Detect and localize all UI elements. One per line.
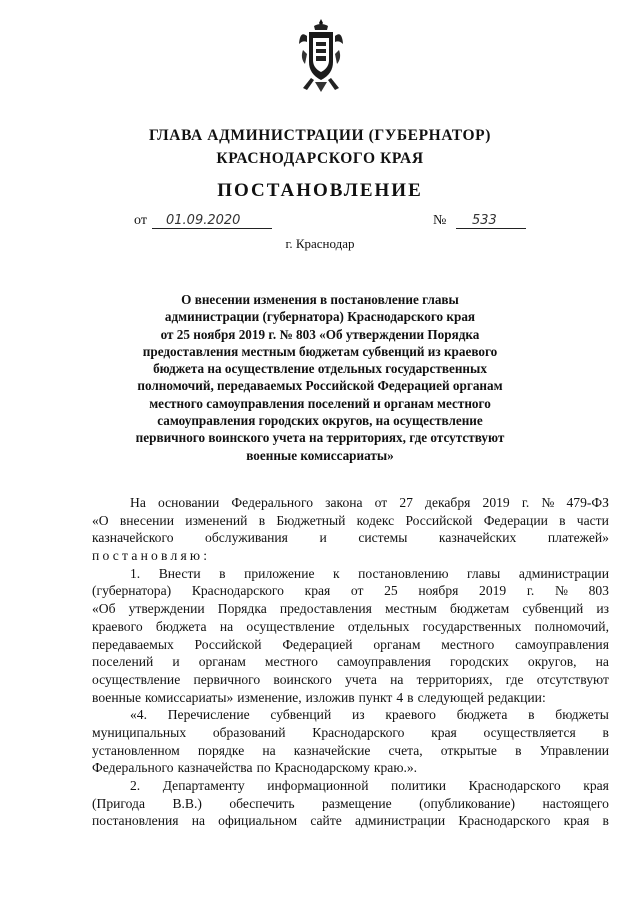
date-field: 01.09.2020	[152, 214, 272, 229]
body-line: краевого бюджета на осуществление отдельных государственных полномочий,	[92, 618, 609, 634]
document-type: ПОСТАНОВЛЕНИЕ	[217, 180, 423, 201]
body-line: 1. Внести в приложение к постановлению главы администрации	[130, 565, 609, 581]
body-line: «Об утверждении Порядка предоставления местным бюджетам субвенций из	[92, 601, 609, 617]
title-line: самоуправления городских округов, на осуществление	[157, 413, 483, 429]
body-line: военные комиссариаты» изменение, изложив пункт 4 в следующей редакции:	[92, 689, 546, 705]
body-line: Федерального казначейства по Краснодарскому краю.».	[92, 760, 418, 776]
body-line: постановления на официальном сайте администрации Краснодарского края в	[92, 813, 609, 829]
body-line: постановляю:	[92, 548, 211, 564]
body-line: «4. Перечисление субвенций из краевого бюджета в бюджеты	[130, 707, 609, 723]
title-line: бюджета на осуществление отдельных государственных	[153, 361, 487, 377]
body-line: передаваемых Российской Федерацией органам местного самоуправления	[92, 636, 609, 652]
body-line: На основании Федерального закона от 27 декабря 2019 г. № 479-ФЗ	[130, 495, 609, 510]
authority-title-line1: ГЛАВА АДМИНИСТРАЦИИ (ГУБЕРНАТОР)	[149, 127, 491, 144]
number-label: №	[433, 213, 447, 228]
title-line: от 25 ноября 2019 г. № 803 «Об утверждении Порядка	[160, 326, 480, 342]
title-line: предоставления местным бюджетам субвенций из краевого	[142, 343, 498, 359]
body-line: (губернатора) Краснодарского края от 25 ноября 2019 г. № 803	[92, 583, 609, 599]
body-line: муниципальных образований Краснодарского края осуществляется в	[92, 724, 609, 740]
body-line: поселений и органам местного самоуправления городских округов, на	[92, 654, 609, 670]
title-line: администрации (губернатора) Краснодарского края	[164, 309, 476, 325]
document-body	[92, 494, 609, 830]
title-line: полномочий, передаваемых Российской Федерацией органам	[137, 378, 503, 394]
body-line: осуществление первичного воинского учета на территориях, где отсутствуют	[92, 671, 609, 687]
body-line: «О внесении изменений в Бюджетный кодекс Российской Федерации в части	[92, 512, 609, 528]
city: г. Краснодар	[285, 236, 355, 251]
krasnodar-coat-of-arms-icon	[297, 16, 345, 94]
document-title	[100, 291, 540, 464]
authority-title-line2: КРАСНОДАРСКОГО КРАЯ	[216, 150, 424, 167]
body-line: казначейского обслуживания и системы казначейских платежей»	[92, 530, 609, 546]
title-line: местного самоуправления поселений и органам местного	[149, 395, 491, 411]
body-line: (Пригода В.В.) обеспечить размещение (опубликование) настоящего	[92, 795, 609, 811]
title-line: первичного воинского учета на территориях, где отсутствуют	[135, 430, 505, 446]
title-line: военные комиссариаты»	[246, 447, 394, 463]
title-line: О внесении изменения в постановление главы	[181, 292, 459, 307]
body-line: установленном порядке на казначейские счета, открытые в Управлении	[92, 742, 609, 758]
number-field: 533	[456, 214, 526, 229]
date-label: от	[134, 213, 147, 228]
body-line: 2. Департаменту информационной политики Краснодарского края	[130, 778, 609, 793]
